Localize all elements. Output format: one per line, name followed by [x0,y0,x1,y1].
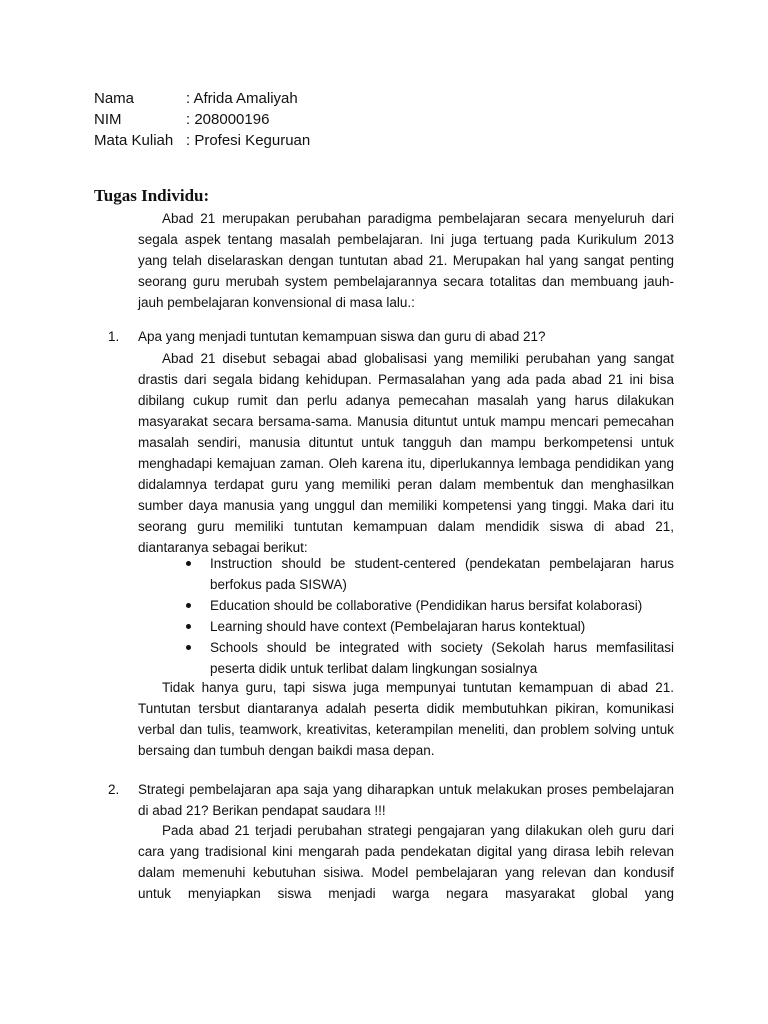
nama-label: Nama [94,90,135,107]
bullet-icon [186,624,191,629]
question-2-number: 2. [108,782,120,797]
mata-kuliah-label: Mata Kuliah [94,132,174,149]
section-title: Tugas Individu: [94,186,210,205]
nim-label: NIM [94,111,122,128]
mata-kuliah-value: : Profesi Keguruan [186,132,311,149]
nama-row [94,88,310,109]
question-1-text: Apa yang menjadi tuntutan kemampuan siswa dan guru di abad 21? [138,329,546,344]
bullet-icon [186,645,191,650]
question-1-answer: Abad 21 disebut sebagai abad globalisasi yang memiliki perubahan yang sangat drastis dari segala bidang kehidupan. Permasalahan yang ada pada abad 21 ini bisa dibilang cukup rumit dan perlu adanya pemecahan masalah yang harus dilakukan masyarakat secara bersama-sama. Manusia dituntut untuk mampu mencari pemecahan masalah sendiri, manusia dituntut untuk tangguh dan mampu berkompetensi untuk menghadapi kemajuan zaman. Oleh karena itu, diperlukannya lembaga pendidikan yang didalamnya terdapat guru yang memiliki peran dalam membentuk dan menghasilkan sumber daya manusia yang unggul dan memiliki kompetensi yang tinggi. Maka dari itu seorang guru memiliki tuntutan kemampuan dalam mendidik siswa di abad 21, diantaranya sebagai berikut: [138,351,674,555]
list-item: Instruction should be student-centered (pendekatan pembelajaran harus berfokus pada SISWA) [186,553,674,595]
student-info [94,88,310,151]
list-item: Learning should have context (Pembelajaran harus kontektual) [186,616,674,637]
bullet-list [186,553,674,679]
question-1-followup: Tidak hanya guru, tapi siswa juga mempunyai tuntutan kemampuan di abad 21. Tuntutan tersbut diantaranya adalah peserta didik membutuhkan pikiran, komunikasi verbal dan tulis, teamwork, kreativitas, keterampilan meneliti, dan problem solving untuk bersaing dan tumbuh dengan baikdi masa depan. [138,680,674,758]
bullet-icon [186,603,191,608]
question-2 [108,779,674,821]
question-2-answer: Pada abad 21 terjadi perubahan strategi pengajaran yang dilakukan oleh guru dari cara yang tradisional kini mengarah pada pendekatan digital yang dirasa lebih relevan dalam memenuhi kebutuhan sisiwa. Model pembelajaran yang relevan dan kondusif untuk menyiapkan siswa menjadi warga negara masyarakat global yang [138,823,674,901]
nim-value: : 208000196 [186,111,270,128]
intro-paragraph: Abad 21 merupakan perubahan paradigma pembelajaran secara menyeluruh dari segala aspek tentang masalah pembelajaran. Ini juga tertuang pada Kurikulum 2013 yang telah diselaraskan dengan tuntutan abad 21. Merupakan hal yang sangat penting seorang guru merubah system pembelajarannya secara totalitas dan membuang jauh-jauh pembelajaran konvensional di masa lalu.: [138,211,674,310]
list-item: Schools should be integrated with society (Sekolah harus memfasilitasi peserta didik untuk terlibat dalam lingkungan sosialnya [186,637,674,679]
nama-value: : Afrida Amaliyah [186,90,298,107]
question-2-text: Strategi pembelajaran apa saja yang diharapkan untuk melakukan proses pembelajaran di abad 21? Berikan pendapat saudara !!! [138,782,674,818]
question-1-number: 1. [108,329,120,344]
question-1 [108,326,674,347]
mata-kuliah-row [94,130,310,151]
bullet-icon [186,561,191,566]
nim-row [94,109,310,130]
list-item: Education should be collaborative (Pendidikan harus bersifat kolaborasi) [186,595,674,616]
